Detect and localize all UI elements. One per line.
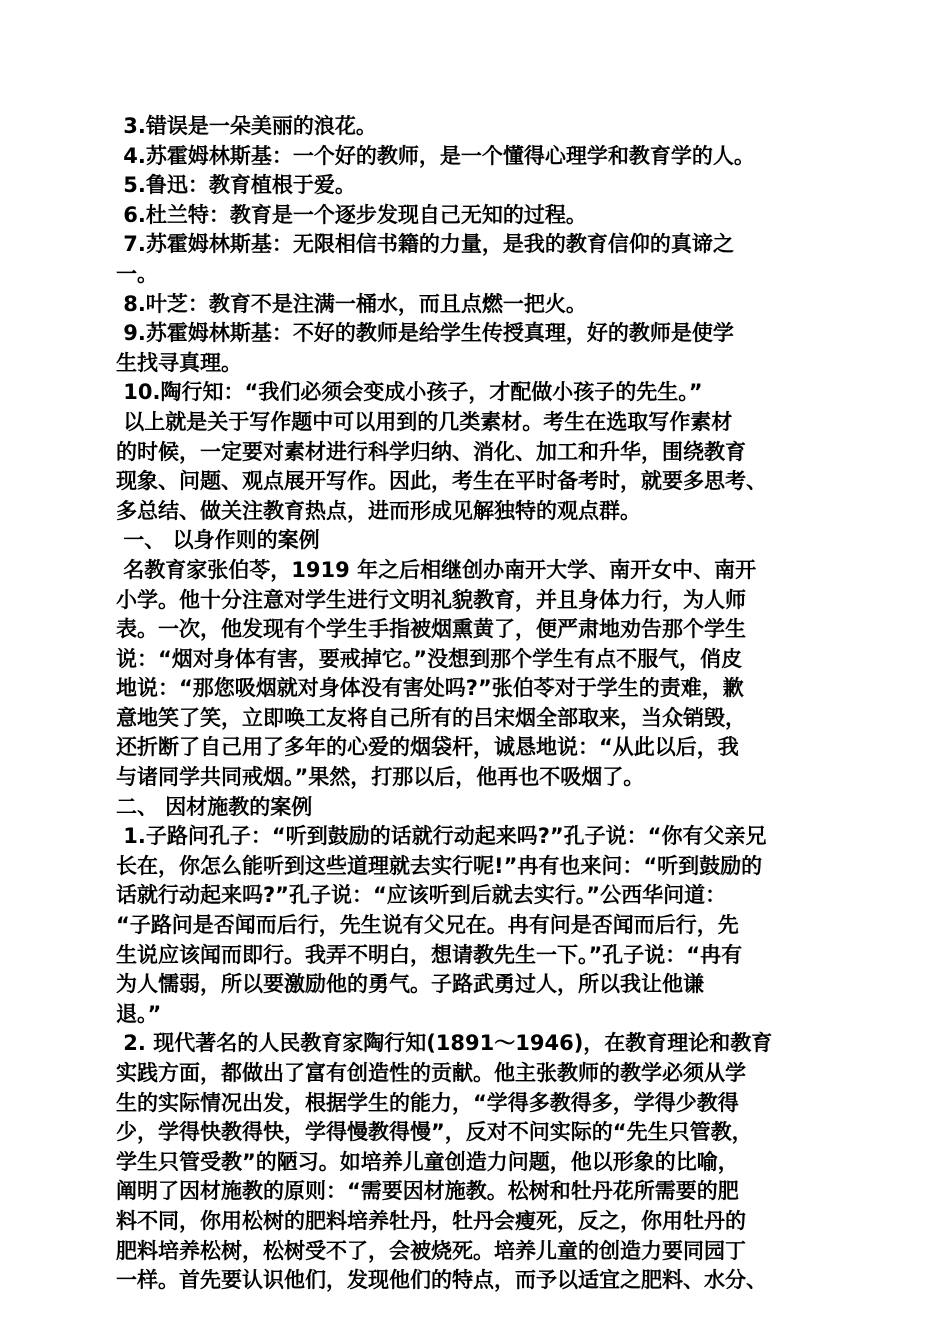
- text-line: 料不同，你用松树的肥料培养牡丹，牡丹会瘦死，反之，你用牡丹的: [116, 1208, 746, 1233]
- text-line: 现象、问题、观点展开写作。因此，考生在平时备考时，就要多思考、: [116, 469, 767, 494]
- text-line: 实践方面，都做出了富有创造性的贡献。他主张教师的教学必须从学: [116, 1061, 746, 1085]
- text-line: 生的实际情况出发，根据学生的能力，“学得多教得多，学得少教得: [116, 1090, 739, 1115]
- text-line: 一。: [116, 261, 158, 286]
- text-line: 8.叶芝：教育不是注满一桶水，而且点燃一把火。: [116, 291, 587, 316]
- text-line: 4.苏霍姆林斯基：一个好的教师，是一个懂得心理学和教育学的人。: [116, 143, 755, 168]
- text-line: 名教育家张伯苓，1919 年之后相继创办南开大学、南开女中、南开: [116, 557, 757, 582]
- text-line: 长在，你怎么能听到这些道理就去实行呢!”冉有也来问：“听到鼓励的: [116, 853, 763, 878]
- text-line: 为人懦弱，所以要激励他的勇气。子路武勇过人，所以我让他谦: [116, 972, 704, 997]
- text-line: 以上就是关于写作题中可以用到的几类素材。考生在选取写作素材: [116, 409, 733, 434]
- text-line: 意地笑了笑，立即唤工友将自己所有的吕宋烟全部取来，当众销毁，: [116, 705, 746, 730]
- text-line: 生说应该闻而即行。我弄不明白，想请教先生一下。”孔子说：“冉有: [116, 942, 743, 967]
- text-line: 多总结、做关注教育热点，进而形成见解独特的观点群。: [116, 498, 641, 523]
- text-line: 表。一次，他发现有个学生手指被烟熏黄了，便严肃地劝告那个学生: [116, 617, 746, 642]
- text-line: 少，学得快教得快，学得慢教得慢”，反对不问实际的“先生只管教，: [116, 1120, 753, 1145]
- text-line: 小学。他十分注意对学生进行文明礼貌教育，并且身体力行，为人师: [116, 587, 746, 612]
- text-line: 7.苏霍姆林斯基：无限相信书籍的力量，是我的教育信仰的真谛之: [116, 232, 734, 257]
- text-line: 9.苏霍姆林斯基：不好的教师是给学生传授真理，好的教师是使学: [116, 321, 734, 346]
- text-line: 阐明了因材施教的原则：“需要因材施教。松树和牡丹花所需要的肥: [116, 1179, 739, 1204]
- text-line: 一、 以身作则的案例: [116, 528, 320, 553]
- text-line: 话就行动起来吗?”孔子说：“应该听到后就去实行。”公西华问道：: [116, 883, 727, 908]
- text-line: 一样。首先要认识他们，发现他们的特点，而予以适宜之肥料、水分、: [116, 1268, 767, 1293]
- text-line: 的时候，一定要对素材进行科学归纳、消化、加工和升华，围绕教育: [116, 439, 746, 464]
- text-line: 10.陶行知：“我们必须会变成小孩子，才配做小孩子的先生。”: [116, 380, 703, 405]
- text-line: 6.杜兰特：教育是一个逐步发现自己无知的过程。: [116, 202, 587, 227]
- text-line: 2. 现代著名的人民教育家陶行知(1891～1946)，在教育理论和教育: [116, 1031, 773, 1056]
- text-line: 学生只管受教”的陋习。如培养儿童创造力问题，他以形象的比喻，: [116, 1149, 739, 1174]
- text-line: 与诸同学共同戒烟。”果然，打那以后，他再也不吸烟了。: [116, 765, 645, 790]
- text-line: 二、 因材施教的案例: [116, 794, 313, 819]
- text-line: 还折断了自己用了多年的心爱的烟袋杆，诚恳地说：“从此以后，我: [116, 735, 739, 760]
- text-line: 肥料培养松树，松树受不了，会被烧死。培养儿童的创造力要同园丁: [116, 1238, 746, 1263]
- text-line: 地说：“那您吸烟就对身体没有害处吗?”张伯苓对于学生的责难，歉: [116, 676, 744, 701]
- document-body: [116, 112, 846, 1296]
- text-line: 生找寻真理。: [116, 350, 242, 375]
- text-line: “子路问是否闻而后行，先生说有父兄在。冉有问是否闻而后行，先: [116, 913, 739, 938]
- text-line: 1.子路问孔子：“听到鼓励的话就行动起来吗?”孔子说：“你有父亲兄: [116, 824, 767, 849]
- text-line: 3.错误是一朵美丽的浪花。: [116, 114, 377, 138]
- text-line: 说：“烟对身体有害，要戒掉它。”没想到那个学生有点不服气，俏皮: [116, 646, 743, 671]
- text-line: 5.鲁迅：教育植根于爱。: [116, 173, 356, 198]
- text-line: 退。”: [116, 1001, 162, 1026]
